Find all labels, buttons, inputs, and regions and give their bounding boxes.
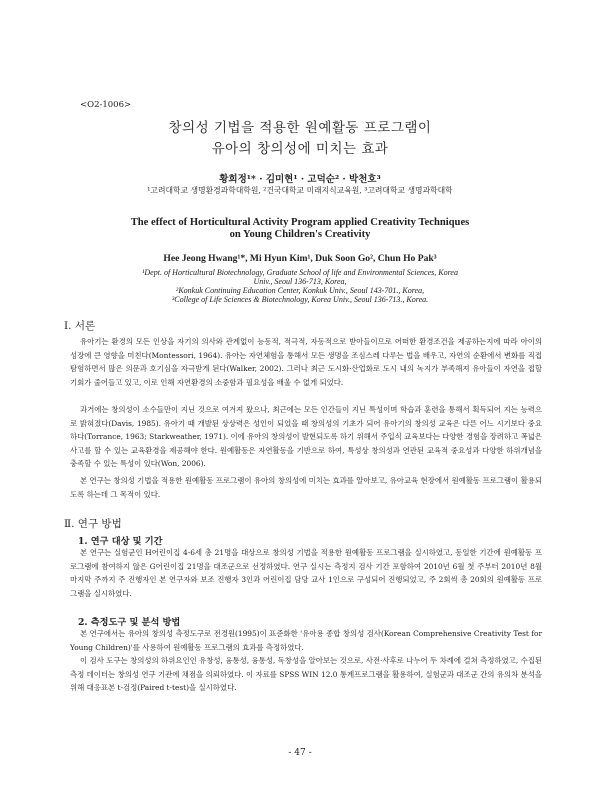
subsection-heading-measures-analysis: 2. 측정도구 및 분석 방법 <box>78 617 181 628</box>
affiliation-english-line2: Univ., Seoul 136-713, Korea, <box>253 277 347 286</box>
intro-paragraph-3: 본 연구는 창의성 기법을 적용한 원예활동 프로그램이 유아의 창의성에 미치는 효과를 알아보고, 유아교육 현장에서 원예활동 프로그램이 활용되도록 하는데 그 목적이 있다. <box>70 476 542 499</box>
affiliation-english-line4: ³College of Life Sciences & Biotechnology, Korea Univ., Seoul 136-713., Korea. <box>171 295 429 304</box>
abstract-code: <O2-1006> <box>80 100 132 110</box>
methods-paragraph-1: 본 연구는 실험군인 H어린이집 4-6세 총 21명을 대상으로 창의성 기법을 적용한 원예활동 프로그램을 실시하였고, 동일한 기간에 원예활동 프로그램에 참여하지 않은 G어린이집 21명을 대조군으로 선정하였다. 연구 실시는 측정지 검사 기간 포함하여 2010년 6월 첫 주부터 2010년 8월 마지막 주까지 주 진행자인 본 연구자와 보조 진행자 3인과 어린이집 담당 교사 1인으로 구성되어 진행되었고, 주 2회씩 총 20회의 원예활동 프로그램을 실시하였다. <box>70 548 542 598</box>
title-korean-line2: 유아의 창의성에 미치는 효과 <box>211 141 389 157</box>
affiliations-korean: ¹고려대학교 생명환경과학대학원, ²건국대학교 미래지식교육원, ³고려대학교 생명과학대학 <box>147 186 453 195</box>
section-heading-methods: Ⅱ. 연구 방법 <box>64 518 122 530</box>
intro-paragraph-2: 과거에는 창의성이 소수들만이 지닌 것으로 여겨져 왔으나, 최근에는 모든 인간들이 지닌 특성이며 학습과 훈련을 통해서 획득되어 지는 능력으로 밝혀졌다(Davis, 1985). 유아기 때 개발된 상상력은 성인이 되었을 때 창의성의 기초가 되어 유아기의 창의성 교육은 다른 어느 시기보다 중요하다(Torrance, 1963; Starkweather, 1971). 이에 유아의 창의성이 발현되도록 하기 위해서 주입식 교육보다는 다양한 경험을 장려하고 폭넓은 사고를 할 수 있는 교육환경을 제공해야 한다. 원예활동은 자연활동을 기반으로 하여, 특성상 창의성과 연관된 교육적 중요성과 다양한 하위개념을 충족할 수 있는 특성이 있다(Won, 2006). <box>70 405 542 469</box>
methods-paragraph-3: 이 검사 도구는 창의성의 하위요인인 유창성, 융통성, 융통성, 독창성을 알아보는 것으로, 사전·사후로 나누어 두 차례에 걸쳐 측정하였고, 수집된 측정 데이터는 창의성 연구 기관에 채점을 의뢰하였다. 이 자료를 SPSS WIN 12.0 통계프로그램을 활용하여, 실험군과 대조군 간의 유의차 분석을 위해 대응표본 t-검정(Paired t-test)을 실시하였다. <box>70 656 542 693</box>
authors-english: Hee Jeong Hwang¹*, Mi Hyun Kim¹, Duk Soon Go², Chun Ho Pak³ <box>163 253 437 264</box>
section-heading-introduction: Ⅰ. 서론 <box>64 320 96 332</box>
title-korean-line1: 창의성 기법을 적용한 원예활동 프로그램이 <box>168 120 432 136</box>
title-english-line1: The effect of Horticultural Activity Program applied Creativity Techniques <box>130 217 470 228</box>
subsection-heading-subjects-period: 1. 연구 대상 및 기간 <box>78 536 163 547</box>
title-english-line2: on Young Children's Creativity <box>229 229 371 240</box>
page-number: - 47 - <box>288 748 312 758</box>
authors-korean: 황희정¹* · 김미현¹ · 고덕순² · 박천호³ <box>219 174 381 185</box>
affiliation-english-line1: ¹Dept. of Horticultural Biotechnology, Graduate School of life and Environmental Sciences, Korea <box>142 268 458 277</box>
intro-paragraph-1: 유아기는 환경의 모든 인상을 자기의 의사와 관계없이 능동적, 적극적, 자동적으로 받아들이므로 어떠한 환경조건을 제공하는지에 따라 아이의 성장에 큰 영향을 미친다(Montessori, 1964). 유아는 자연체험을 통해서 모든 생명을 조심스레 다루는 법을 배우고, 자연의 순환에서 변화를 직접 탐험하면서 많은 의문과 호기심을 자극받게 된다(Walker, 2002). 그러나 최근 도시화·산업화로 도시 내의 녹지가 부족해져 유아들이 자연을 접할 기회가 줄어들고 있고, 이로 인해 자연환경의 소중함과 필요성을 배울 수 없게 되었다. <box>70 337 542 387</box>
affiliation-english-line3: ²Konkuk Continuing Education Center, Konkuk Univ., Seoul 143-701., Korea, <box>175 286 425 295</box>
methods-paragraph-2: 본 연구에서는 유아의 창의성 측정도구로 전경원(1995)이 표준화한 '유아용 종합 창의성 검사(Korean Comprehensive Creativity Test for Young Children)'를 사용하여 원예활동 프로그램의 효과를 측정하였다. <box>70 629 542 652</box>
